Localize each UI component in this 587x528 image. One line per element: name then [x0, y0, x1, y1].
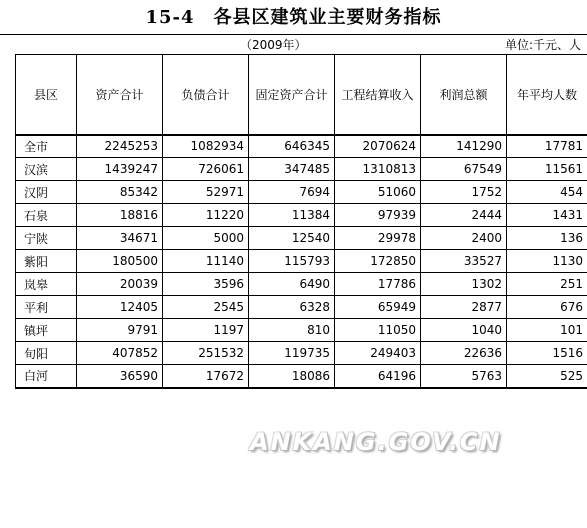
table-row — [16, 250, 587, 273]
year-note: （2009年） — [240, 38, 307, 52]
row-value-cell: 85342 — [77, 181, 163, 204]
row-value-cell: 1302 — [421, 273, 507, 296]
row-county-cell: 紫阳 — [16, 250, 77, 273]
row-value-cell: 5000 — [163, 227, 249, 250]
row-value-cell: 1439247 — [77, 158, 163, 181]
row-county-cell: 石泉 — [16, 204, 77, 227]
row-value-cell: 2444 — [421, 204, 507, 227]
row-value-cell: 52971 — [163, 181, 249, 204]
table-row — [16, 273, 587, 296]
row-value-cell: 17781 — [507, 135, 587, 158]
row-value-cell: 17672 — [163, 365, 249, 388]
row-value-cell: 51060 — [335, 181, 421, 204]
row-value-cell: 18816 — [77, 204, 163, 227]
row-value-cell: 6328 — [249, 296, 335, 319]
row-value-cell: 11561 — [507, 158, 587, 181]
row-value-cell: 1130 — [507, 250, 587, 273]
row-value-cell: 525 — [507, 365, 587, 388]
row-value-cell: 20039 — [77, 273, 163, 296]
row-value-cell: 2245253 — [77, 135, 163, 158]
row-value-cell: 12540 — [249, 227, 335, 250]
row-value-cell: 17786 — [335, 273, 421, 296]
table-row — [16, 365, 587, 388]
row-value-cell: 1040 — [421, 319, 507, 342]
row-value-cell: 11140 — [163, 250, 249, 273]
row-value-cell: 2545 — [163, 296, 249, 319]
table-row — [16, 158, 587, 181]
header-avg-employees: 年平均人数 — [507, 55, 587, 135]
row-value-cell: 251 — [507, 273, 587, 296]
row-value-cell: 347485 — [249, 158, 335, 181]
row-county-cell: 旬阳 — [16, 342, 77, 365]
table-row — [16, 227, 587, 250]
row-value-cell: 172850 — [335, 250, 421, 273]
row-value-cell: 2877 — [421, 296, 507, 319]
row-county-cell: 岚皋 — [16, 273, 77, 296]
row-value-cell: 34671 — [77, 227, 163, 250]
row-value-cell: 136 — [507, 227, 587, 250]
row-value-cell: 407852 — [77, 342, 163, 365]
watermark-logo: ANKANG.GOV.CN — [250, 428, 502, 456]
row-value-cell: 12405 — [77, 296, 163, 319]
row-county-cell: 白河 — [16, 365, 77, 388]
row-value-cell: 1431 — [507, 204, 587, 227]
table-subheader — [0, 34, 587, 54]
table-row — [16, 204, 587, 227]
row-value-cell: 33527 — [421, 250, 507, 273]
row-value-cell: 1310813 — [335, 158, 421, 181]
row-value-cell: 1752 — [421, 181, 507, 204]
row-value-cell: 22636 — [421, 342, 507, 365]
row-value-cell: 7694 — [249, 181, 335, 204]
row-value-cell: 141290 — [421, 135, 507, 158]
row-value-cell: 251532 — [163, 342, 249, 365]
row-county-cell: 全市 — [16, 135, 77, 158]
row-value-cell: 3596 — [163, 273, 249, 296]
row-value-cell: 29978 — [335, 227, 421, 250]
row-value-cell: 726061 — [163, 158, 249, 181]
financial-indicators-table — [15, 54, 587, 389]
row-value-cell: 810 — [249, 319, 335, 342]
row-county-cell: 镇坪 — [16, 319, 77, 342]
header-county: 县区 — [16, 55, 77, 135]
row-value-cell: 67549 — [421, 158, 507, 181]
table-row — [16, 296, 587, 319]
row-county-cell: 宁陕 — [16, 227, 77, 250]
row-value-cell: 646345 — [249, 135, 335, 158]
table-row — [16, 135, 587, 158]
row-value-cell: 454 — [507, 181, 587, 204]
row-value-cell: 115793 — [249, 250, 335, 273]
row-value-cell: 1516 — [507, 342, 587, 365]
row-value-cell: 65949 — [335, 296, 421, 319]
header-total-liabilities: 负债合计 — [163, 55, 249, 135]
row-value-cell: 119735 — [249, 342, 335, 365]
row-county-cell: 汉滨 — [16, 158, 77, 181]
row-value-cell: 1082934 — [163, 135, 249, 158]
row-value-cell: 101 — [507, 319, 587, 342]
row-value-cell: 249403 — [335, 342, 421, 365]
header-project-revenue: 工程结算收入 — [335, 55, 421, 135]
row-value-cell: 2070624 — [335, 135, 421, 158]
row-value-cell: 11384 — [249, 204, 335, 227]
row-value-cell: 36590 — [77, 365, 163, 388]
row-value-cell: 5763 — [421, 365, 507, 388]
row-value-cell: 18086 — [249, 365, 335, 388]
unit-note: 单位:千元、人 — [504, 38, 581, 52]
row-value-cell: 11220 — [163, 204, 249, 227]
row-value-cell: 6490 — [249, 273, 335, 296]
row-value-cell: 11050 — [335, 319, 421, 342]
table-title: 15-4 各县区建筑业主要财务指标 — [145, 7, 442, 28]
row-value-cell: 9791 — [77, 319, 163, 342]
header-row — [16, 55, 587, 135]
row-county-cell: 汉阴 — [16, 181, 77, 204]
header-total-profit: 利润总额 — [421, 55, 507, 135]
row-value-cell: 180500 — [77, 250, 163, 273]
row-value-cell: 2400 — [421, 227, 507, 250]
row-value-cell: 676 — [507, 296, 587, 319]
header-fixed-assets: 固定资产合计 — [249, 55, 335, 135]
table-row — [16, 181, 587, 204]
row-value-cell: 1197 — [163, 319, 249, 342]
table-row — [16, 342, 587, 365]
table-row — [16, 319, 587, 342]
row-value-cell: 64196 — [335, 365, 421, 388]
header-total-assets: 资产合计 — [77, 55, 163, 135]
row-county-cell: 平利 — [16, 296, 77, 319]
row-value-cell: 97939 — [335, 204, 421, 227]
